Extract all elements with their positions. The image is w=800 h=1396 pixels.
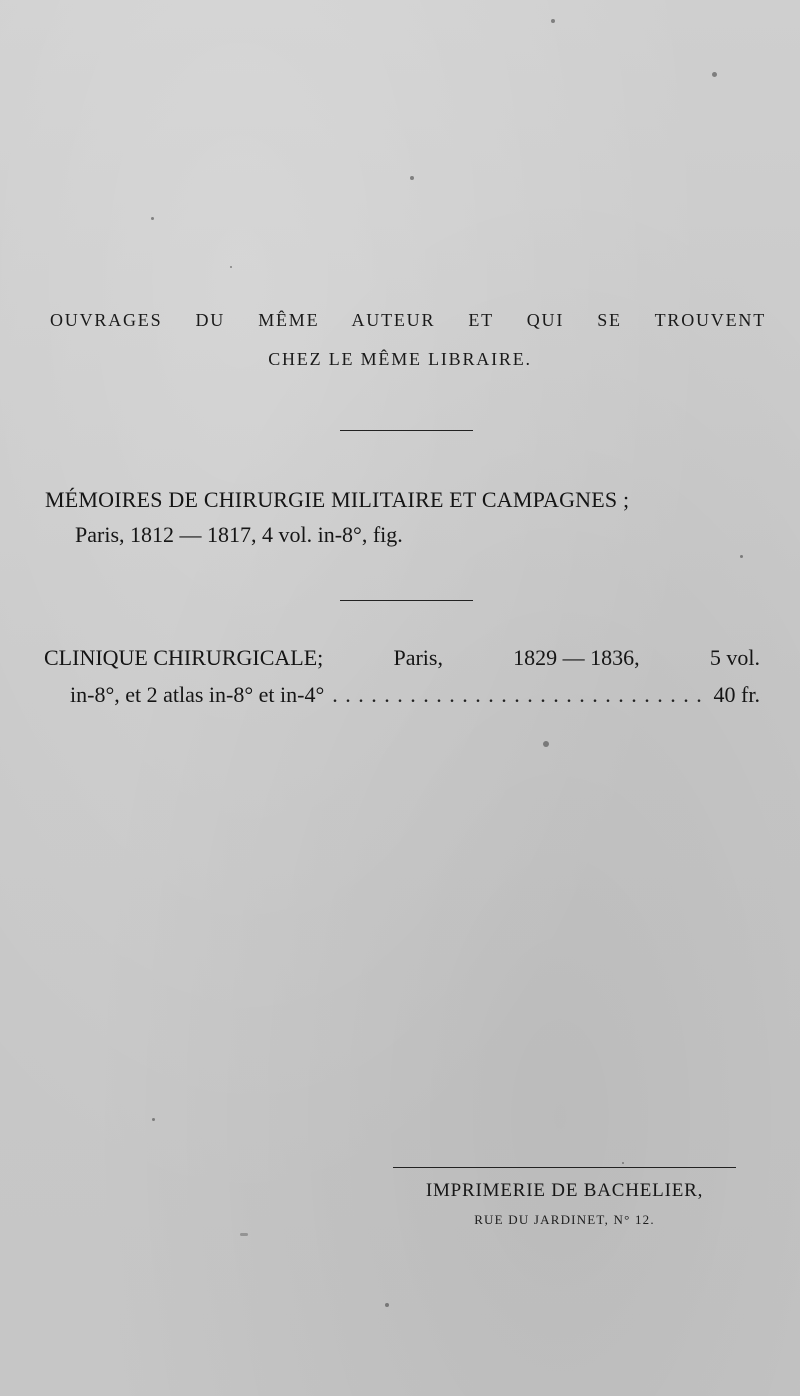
work-years-clinique: 1829 — 1836, — [513, 645, 640, 670]
paper-speck — [551, 19, 555, 23]
paper-speck — [240, 1233, 248, 1236]
printer-name: IMPRIMERIE DE BACHELIER, — [425, 1180, 704, 1201]
dot-leader — [332, 682, 705, 708]
paper-speck — [622, 1162, 624, 1164]
work-entry-clinique-line1 — [44, 645, 760, 671]
work-title-clinique: CLINIQUE CHIRURGICALE; — [44, 645, 324, 670]
divider-rule — [340, 600, 473, 601]
printer-rule — [393, 1167, 736, 1168]
paper-speck — [712, 72, 717, 77]
work-title-memoires: MÉMOIRES DE CHIRURGIE MILITAIRE ET CAMPAGNES ; — [45, 487, 630, 512]
work-entry-clinique-line2 — [70, 682, 760, 708]
divider-rule — [340, 430, 473, 431]
paper-speck — [410, 176, 414, 180]
paper-speck — [151, 217, 154, 220]
printer-address: RUE DU JARDINET, N° 12. — [474, 1212, 655, 1227]
paper-speck — [543, 741, 549, 747]
paper-speck — [740, 555, 743, 558]
heading-line-1: OUVRAGES DU MÊME AUTEUR ET QUI SE TROUVENT — [50, 310, 766, 330]
work-volumes-clinique: 5 vol. — [709, 645, 760, 670]
heading-line-2: CHEZ LE MÊME LIBRAIRE. — [268, 349, 532, 369]
paper-speck — [385, 1303, 389, 1307]
paper-speck — [230, 266, 232, 268]
work-price-clinique: 40 fr. — [713, 682, 760, 707]
work-detail-memoires: Paris, 1812 — 1817, 4 vol. in-8°, fig. — [75, 522, 403, 547]
work-place-clinique: Paris, — [393, 645, 443, 670]
work-format-clinique: in-8°, et 2 atlas in-8° et in-4° — [70, 682, 325, 707]
paper-speck — [152, 1118, 155, 1121]
